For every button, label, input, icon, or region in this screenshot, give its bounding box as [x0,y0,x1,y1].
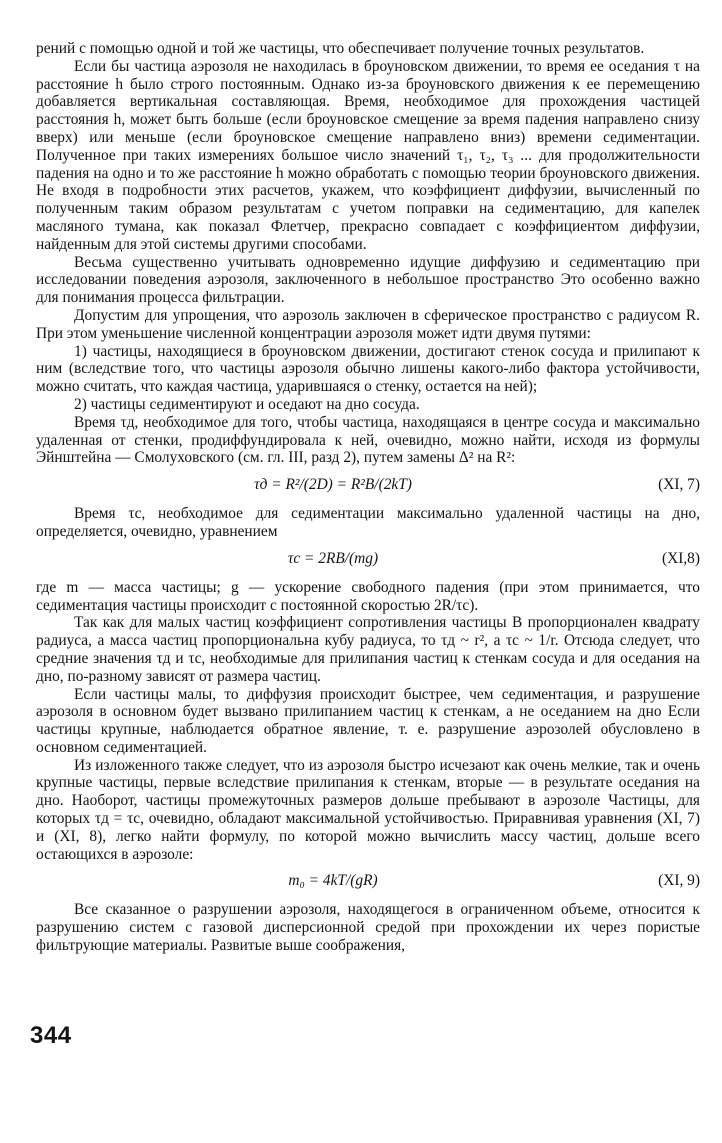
equation-formula: τс = 2RB/(mg) [287,549,379,567]
paragraph: Время τд, необходимое для того, чтобы частица, находящаяся в центре сосуда и максимально удаленная от стенки, продиффундировала к ней, очевидно, можно найти, исходя из формулы Эйнштейна — Смолуховского (см. гл. III, разд 2), путем замены Δ² на R²: [36,413,700,467]
list-item: 2) частицы седиментируют и оседают на дно сосуда. [74,395,420,413]
paragraph: где m — масса частицы; g — ускорение свободного падения (при этом принимается, что седиментация частицы происходит с постоянной скоростью 2R/τс). [36,578,700,614]
paragraph: рений с помощью одной и той же частицы, что обеспечивает получение точных результатов. [36,40,645,57]
paragraph: Если бы частица аэрозоля не находилась в броуновском движении, то время ее оседания τ на расстояние h было строго постоянным. Однако из-за броуновского движения к ее перемещению добавляется вертикальная составляющая. Время, необходимое для прохождения частицей расстояния h, может быть больше (если броуновское смещение за время падения направлено снизу вверх) или меньше (если броуновское смещение направлено вниз) времени седиментации. Полученное при таких измерениях большое число значений τ₁, τ₂, τ₃ ... для продолжительности падения на одно и то же расстояние h можно обработать с помощью теории броуновского движения. Не входя в подробности этих расчетов, укажем, что коэффициент диффузии, вычисленный по полученным таким образом результатам с учетом поправки на седиментацию, для капелек масляного тумана, как показал Флетчер, прекрасно совпадает с коэффициентом диффузии, найденным для этой системы другими способами. [36,57,700,253]
paragraph: Если частицы малы, то диффузия происходит быстрее, чем седиментация, и разрушение аэрозоля в основном будет вызвано прилипанием частиц к стенкам, а не оседанием на дно Если частицы крупные, наблюдается обратное явление, т. е. разрушение аэрозолей обусловлено в основном седиментацией. [36,685,700,756]
paragraph: Из изложенного также следует, что из аэрозоля быстро исчезают как очень мелкие, так и очень крупные частицы, первые вследствие прилипания к стенкам, вторые — в результате оседания на дно. Наоборот, частицы промежуточных размеров дольше пребывают в аэрозоле Частицы, для которых τд = τс, очевидно, обладают максимальной устойчивостью. Приравнивая уравнения (XI, 7) и (XI, 8), легко найти формулу, по которой можно вычислить массу частиц, дольше всего остающихся в аэрозоле: [36,756,700,863]
paragraph: Весьма существенно учитывать одновременно идущие диффузию и седиментацию при исследовании поведения аэрозоля, заключенного в небольшое пространство Это особенно важно для понимания процесса фильтрации. [36,253,700,307]
equation-xi-8 [36,541,700,579]
equation-number: (XI,8) [661,549,700,567]
paragraph: Все сказанное о разрушении аэрозоля, находящегося в ограниченном объеме, относится к разрушению систем с газовой дисперсионной средой при прохождении их через пористые фильтрующие материалы. Развитые выше соображения, [36,901,700,955]
list-item: 1) частицы, находящиеся в броуновском движении, достигают стенок сосуда и прилипают к ним (вследствие того, что частицы аэрозоля обычно лишены какого-либо фактора устойчивости, можно считать, что каждая частица, ударившаяся о стенку, остается на ней); [36,342,700,396]
equation-number: (XI, 9) [658,872,700,890]
equation-number: (XI, 7) [658,476,700,494]
page-number: 344 [30,1022,72,1049]
equation-formula: τд = R²/(2D) = R²B/(2kT) [254,476,412,494]
body-text [36,40,700,955]
equation-xi-9 [36,863,700,901]
equation-xi-7 [36,467,700,505]
paragraph: Допустим для упрощения, что аэрозоль заключен в сферическое пространство с радиусом R. При этом уменьшение численной концентрации аэрозоля может идти двумя путями: [36,306,700,342]
equation-formula: m₀ = 4kT/(gR) [288,872,378,890]
paragraph: Время τс, необходимое для седиментации максимально удаленной частицы на дно, определяется, очевидно, уравнением [36,505,700,540]
paragraph: Так как для малых частиц коэффициент сопротивления частицы B пропорционален квадрату радиуса, а масса частиц пропорциональна кубу радиуса, то τд ~ r², а τс ~ 1/r. Отсюда следует, что средние значения τд и τс, необходимые для прилипания частиц к стенкам сосуда и для оседания на дно, по-разному зависят от размера частиц. [36,614,700,685]
